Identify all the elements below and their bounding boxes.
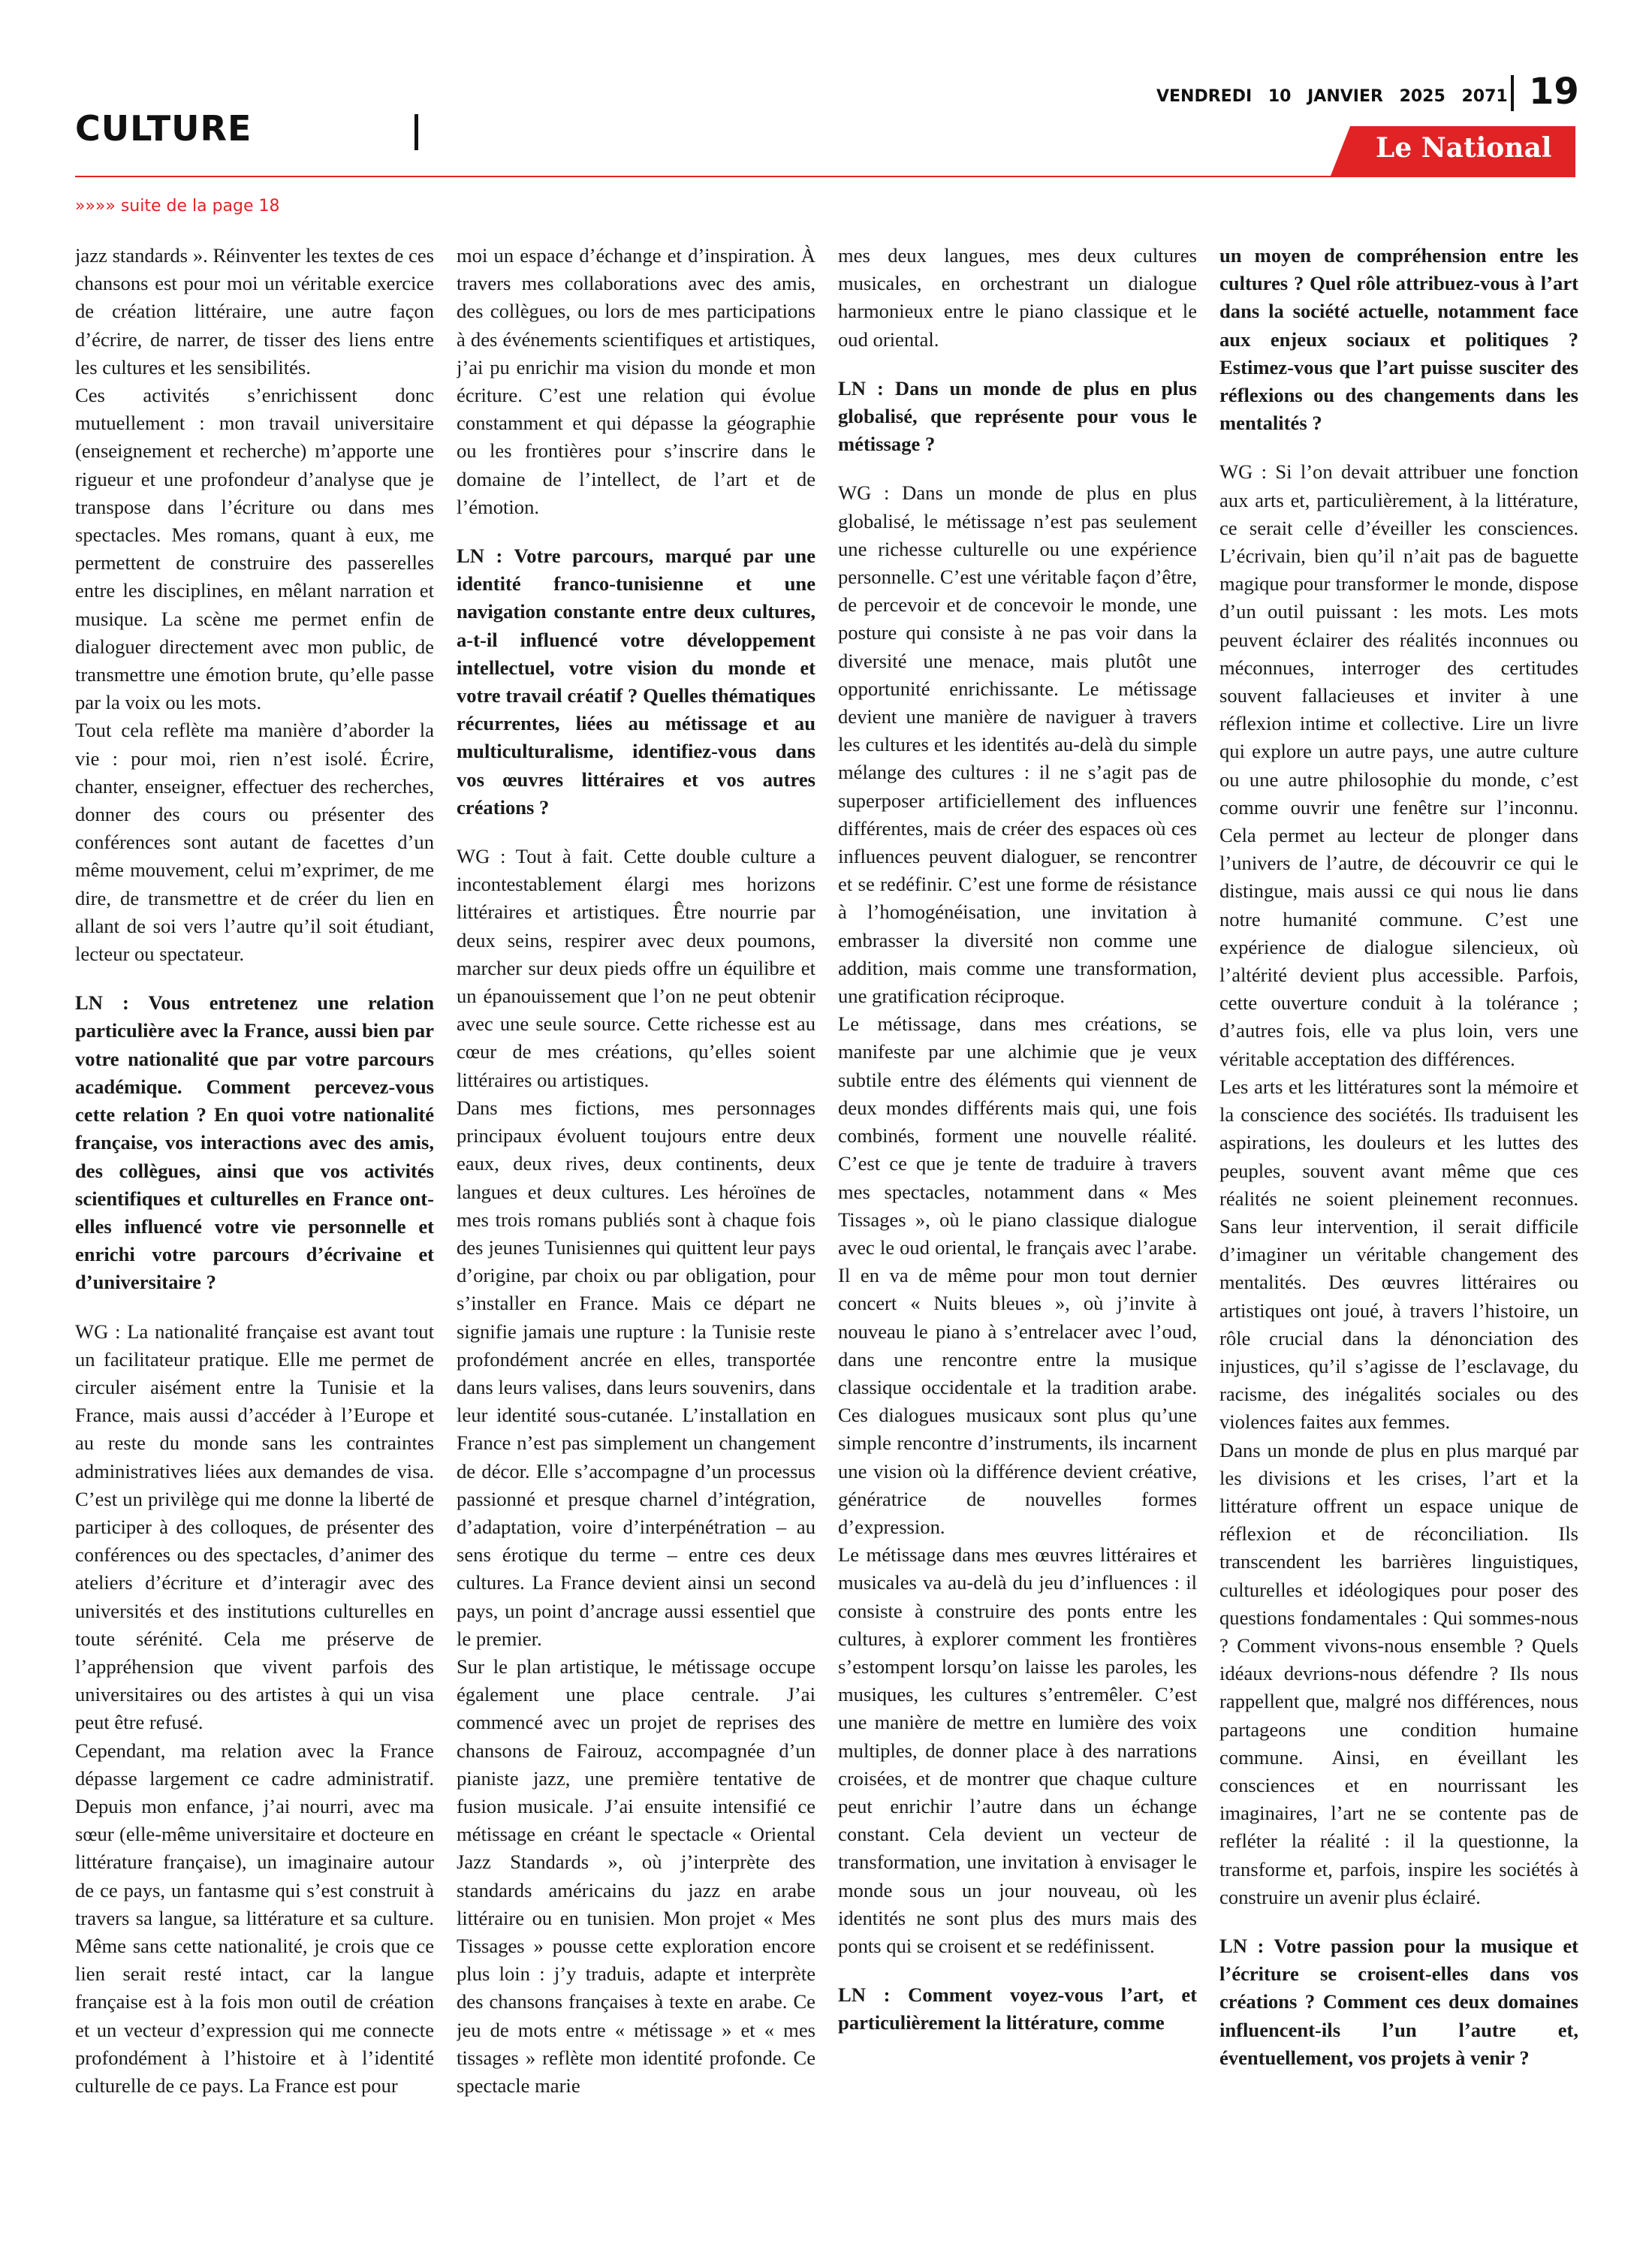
issue-date-line [1156, 87, 1508, 106]
interview-question: un moyen de compréhension entre les cultures ? Quel rôle attribuez-vous à l’art dans la société actuelle, notamment face aux enjeux sociaux et politiques ? Estimez-vous que l’art puisse susciter des réflexions ou des changements dans les mentalités ? [1219, 244, 1578, 435]
issue-number: 2071 [1461, 87, 1508, 106]
interview-question: LN : Vous entretenez une relation particulière avec la France, aussi bien par votre nationalité que par votre parcours académique. Comment percevez-vous cette relation ? En quoi votre nationalité française, vos interactions avec des amis, des collègues, ainsi que vos activités scientifiques et culturelles en France ont-elles influencé votre vie personnelle et enrichi votre parcours d’écrivaine et d’universitaire ? [75, 991, 434, 1294]
interview-question: LN : Votre parcours, marqué par une identité franco-tunisienne et une navigation constante entre deux cultures, a-t-il influencé votre développement intellectuel, votre vision du monde et votre travail créatif ? Quelles thématiques récurrentes, liées au métissage et au multiculturalisme, identifiez-vous dans vos œuvres littéraires et vos autres créations ? [457, 544, 815, 819]
paragraph: Dans mes fictions, mes personnages principaux évoluent toujours entre deux eaux, deux rives, deux continents, deux langues et deux cultures. Les héroïnes de mes trois romans publiés sont à chaque fois des jeunes Tunisiennes qui quittent leur pays d’origine, par choix ou par obligation, pour s’installer en France. Mais ce départ ne signifie jamais une rupture : la Tunisie reste profondément ancrée en elles, transportée dans leurs valises, dans leurs souvenirs, dans leur identité sous-cutanée. L’installation en France n’est pas simplement un changement de décor. Elle s’accompagne d’un processus passionné et presque charnel d’intégration, d’adaptation, voire d’interpénétration – au sens érotique du terme – entre ces deux cultures. La France devient ainsi un second pays, un point d’ancrage aussi essentiel que le premier. [457, 1096, 815, 1650]
newspaper-logo: Le National [1376, 132, 1552, 164]
article-column-1 [75, 242, 434, 2224]
article-body [75, 242, 1577, 2224]
section-title: CULTURE [75, 108, 252, 149]
issue-day: VENDREDI [1156, 87, 1253, 106]
paragraph: Le métissage dans mes œuvres littéraires et musicales va au-delà du jeu d’influences : il consiste à construire des ponts entre les cultures, à explorer comment les frontières s’estompent lorsqu’on laisse les paroles, les musiques, les cultures s’entremêler. C’est une manière de mettre en lumière des voix multiples, de donner place à des narrations croisées, et de montrer que chaque culture peut enrichir l’autre dans un échange constant. Cela devient un vecteur de transformation, une invitation à envisager le monde sous un jour nouveau, où les identités ne sont plus des murs mais des ponts qui se croisent et se redéfinissent. [838, 1543, 1197, 1957]
title-divider [415, 114, 418, 150]
paragraph: WG : La nationalité française est avant tout un facilitateur pratique. Elle me permet de circuler aisément entre la Tunisie et la France, mais aussi d’accéder à l’Europe et au reste du monde sans les contraintes administratives liées aux demandes de visa. C’est un privilège qui me donne la liberté de participer à des colloques, de présenter des conférences ou des spectacles, d’animer des ateliers d’écriture et d’interagir avec des universités et des institutions culturelles en toute sérénité. Cela me préserve de l’appréhension que vivent parfois des universitaires ou des artistes à qui un visa peut être refusé. [75, 1320, 434, 1734]
paragraph: moi un espace d’échange et d’inspiration. À travers mes collaborations avec des amis, des collègues, ou lors de mes participations à des événements scientifiques et artistiques, j’ai pu enrichir ma vision du monde et mon écriture. C’est une relation qui évolue constamment et qui dépasse la géographie ou les frontières pour s’inscrire dans le domaine de l’intellect, de l’art et de l’émotion. [457, 244, 815, 518]
interview-question: LN : Comment voyez-vous l’art, et particulièrement la littérature, comme [838, 1983, 1197, 2034]
paragraph: Le métissage, dans mes créations, se manifeste par une alchimie que je veux subtile entre des éléments qui viennent de deux mondes différents mais qui, une fois combinés, forment une nouvelle réalité. C’est ce que je tente de traduire à travers mes spectacles, notamment dans « Mes Tissages », où le piano classique dialogue avec le oud oriental, le français avec l’arabe. Il en va de même pour mon tout dernier concert « Nuits bleues », où j’invite à nouveau le piano à s’entrelacer avec l’oud, dans une rencontre entre la musique classique occidentale et la tradition arabe. Ces dialogues musicaux sont plus qu’une simple rencontre d’instruments, ils incarnent une vision où la différence devient créative, génératrice de nouvelles formes d’expression. [838, 1012, 1197, 1538]
paragraph: Tout cela reflète ma manière d’aborder la vie : pour moi, rien n’est isolé. Écrire, chanter, enseigner, effectuer des recherches, donner des cours ou présenter des conférences sont autant de facettes d’un même mouvement, celui m’exprimer, de me dire, de transmettre et de créer du lien en allant de soi vers l’autre qu’il soit étudiant, lecteur ou spectateur. [75, 719, 434, 966]
header-rule [75, 176, 1575, 177]
paragraph: Les arts et les littératures sont la mémoire et la conscience des sociétés. Ils traduisent les aspirations, les douleurs et les luttes des peuples, souvent avant même que ces réalités ne soient pleinement reconnues. Sans leur intervention, il serait difficile d’imaginer un véritable changement des mentalités. Des œuvres littéraires ou artistiques ont joué, à travers l’histoire, un rôle crucial dans la dénonciation des injustices, qu’il s’agisse de l’esclavage, du racisme, des inégalités sociales ou des violences faites aux femmes. [1219, 1075, 1578, 1434]
paragraph: Cependant, ma relation avec la France dépasse largement ce cadre administratif. Depuis mon enfance, j’ai nourri, avec ma sœur (elle-même universitaire et docteure en littérature française), un imaginaire autour de ce pays, un fantasme qui s’est construit à travers sa langue, sa littérature et sa culture. Même sans cette nationalité, je crois que ce lien serait resté intact, car la langue française est à la fois mon outil de création et un vecteur d’expression qui me connecte profondément à l’histoire et à l’identité culturelle de ce pays. La France est pour [75, 1739, 434, 2097]
article-column-3 [838, 242, 1197, 2224]
article-column-4 [1219, 242, 1578, 2224]
interview-question: LN : Votre passion pour la musique et l’écriture se croisent-elles dans vos créations ? Comment ces deux domaines influencent-ils l’un l’autre et, éventuellement, vos projets à venir ? [1219, 1934, 1578, 2069]
issue-date: 10 JANVIER 2025 [1268, 87, 1446, 106]
paragraph: WG : Tout à fait. Cette double culture a incontestablement élargi mes horizons littéraires et artistiques. Être nourrie par deux seins, respirer avec deux poumons, marcher sur deux pieds offre un équilibre et un épanouissement que l’on ne peut obtenir avec une seule source. Cette richesse est au cœur de mes créations, qu’elles soient littéraires ou artistiques. [457, 845, 815, 1091]
paragraph: Ces activités s’enrichissent donc mutuellement : mon travail universitaire (enseignement et recherche) m’apporte une rigueur et une profondeur d’analyse que je transpose dans l’écriture ou dans mes spectacles. Mes romans, quant à eux, me permettent de construire des passerelles entre les disciplines, en mêlant narration et musique. La scène me permet enfin de dialoguer directement avec mon public, de transmettre une émotion brute, qu’elle passe par la voix ou les mots. [75, 384, 434, 714]
interview-question: LN : Dans un monde de plus en plus globalisé, que représente pour vous le métissage ? [838, 376, 1197, 456]
continued-from-note: »»»» suite de la page 18 [75, 197, 280, 216]
paragraph: Dans un monde de plus en plus marqué par les divisions et les crises, l’art et la littérature offrent un espace unique de réflexion et de réconciliation. Ils transcendent les barrières linguistiques, culturelles et idéologiques pour poser des questions fondamentales : Qui sommes-nous ? Comment vivons-nous ensemble ? Quels idéaux devrions-nous défendre ? Ils nous rappellent que, malgré nos différences, nous partageons une condition humaine commune. Ainsi, en éveillant les consciences et en nourrissant les imaginaires, l’art ne se contente pas de refléter la réalité : il la questionne, la transforme et, parfois, inspire les sociétés à construire un avenir plus éclairé. [1219, 1438, 1578, 1908]
page-number-divider [1511, 75, 1514, 111]
paragraph: WG : Dans un monde de plus en plus globalisé, le métissage n’est pas seulement une richesse culturelle ou une expérience personnelle. C’est une véritable façon d’être, de percevoir et de concevoir le monde, une posture qui consiste à ne pas voir dans la diversité une menace, mais plutôt une opportunité enrichissante. Le métissage devient une manière de naviguer à travers les cultures et les identités au-delà du simple mélange des cultures : il ne s’agit pas de superposer artificiellement des influences différentes, mais de créer des espaces où ces influences peuvent dialoguer, se rencontrer et se redéfinir. C’est une forme de résistance à l’homogénéisation, une invitation à embrasser la diversité non comme une addition, mais comme une transformation, une gratification réciproque. [838, 481, 1197, 1008]
paragraph: jazz standards ». Réinventer les textes de ces chansons est pour moi un véritable exercice de création littéraire, une autre façon d’écrire, de narrer, de tisser des liens entre les cultures et les sensibilités. [75, 244, 434, 379]
page-number: 19 [1529, 71, 1579, 113]
paragraph: mes deux langues, mes deux cultures musicales, en orchestrant un dialogue harmonieux entre le piano classique et le oud oriental. [838, 244, 1197, 351]
article-column-2 [457, 242, 815, 2224]
paragraph: WG : Si l’on devait attribuer une fonction aux arts et, particulièrement, à la littérature, ce serait celle d’éveiller les consciences. L’écrivain, bien qu’il n’ait pas de baguette magique pour transformer le monde, dispose d’un outil puissant : les mots. Les mots peuvent éclairer des réalités inconnues ou méconnues, interroger des certitudes souvent fallacieuses et inviter à une réflexion intime et collective. Lire un livre qui explore un autre pays, une autre culture ou une autre philosophie du monde, c’est comme ouvrir une fenêtre sur l’inconnu. Cela permet au lecteur de plonger dans l’univers de l’autre, de découvrir ce qui le distingue, mais aussi ce qui nous lie dans notre humanité commune. C’est une expérience de dialogue silencieux, où l’altérité devient plus accessible. Parfois, cette ouverture conduit à la tolérance ; d’autres fois, elle va plus loin, vers une véritable acceptation des différences. [1219, 460, 1578, 1070]
paragraph: Sur le plan artistique, le métissage occupe également une place centrale. J’ai commencé avec un projet de reprises des chansons de Fairouz, accompagnée d’un pianiste jazz, une première tentative de fusion musicale. J’ai ensuite intensifié ce métissage en créant le spectacle « Oriental Jazz Standards », où j’interprète des standards américains du jazz en arabe littéraire ou en tunisien. Mon projet « Mes Tissages » pousse cette exploration encore plus loin : j’y traduis, adapte et interprète des chansons françaises à texte en arabe. Ce jeu de mots entre « métissage » et « mes tissages » reflète mon identité profonde. Ce spectacle marie [457, 1654, 815, 2097]
